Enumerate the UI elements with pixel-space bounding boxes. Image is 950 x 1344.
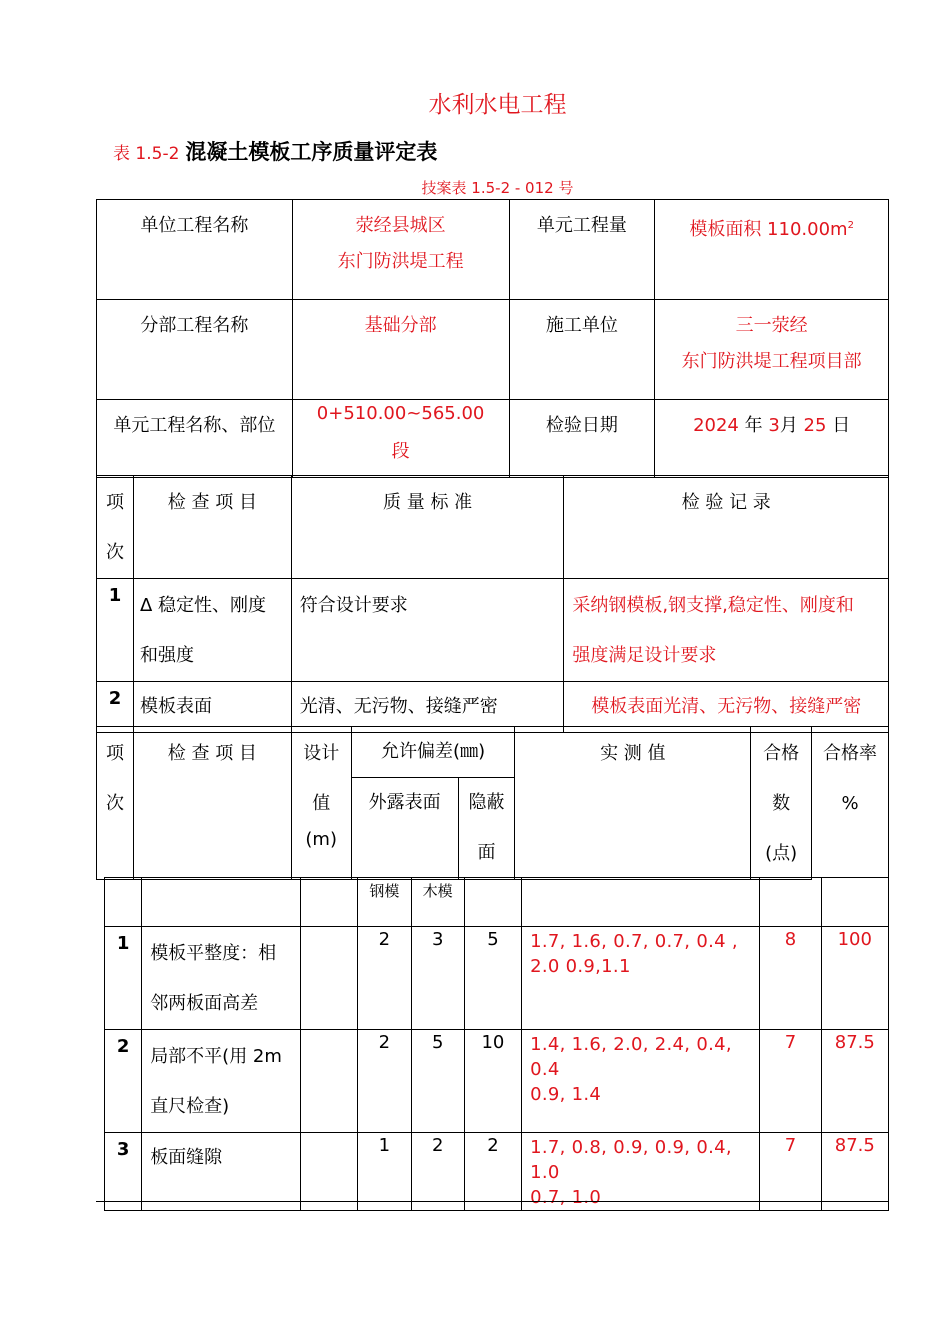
gen-row-3-steel: 1 — [358, 1133, 411, 1211]
main-row-1-record-1: 采纳钢模板,钢支撑,稳定性、刚度和 — [572, 595, 854, 616]
table-row — [97, 579, 889, 682]
main-row-1-standard: 符合设计要求 — [291, 579, 564, 682]
gen-sub-rate — [821, 878, 888, 927]
gen-header-rate-2: % — [841, 793, 859, 814]
main-row-2-no: 2 — [97, 682, 134, 733]
unit-project-label: 单位工程名称 — [97, 200, 293, 300]
date-month: 3 — [768, 415, 780, 436]
main-row-2-standard: 光清、无污物、接缝严密 — [291, 682, 564, 733]
gen-row-2-measured — [522, 1030, 760, 1133]
main-row-1-item-2: 和强度 — [139, 645, 194, 666]
gen-sub-hidden — [464, 878, 521, 927]
division-value: 基础分部 — [292, 300, 509, 400]
gen-row-2-design — [300, 1030, 357, 1133]
contractor-value-1: 三一荥经 — [735, 315, 808, 336]
gen-row-3-item: 板面缝隙 — [142, 1133, 301, 1211]
main-header-no-2: 次 — [105, 542, 124, 563]
table-row — [97, 682, 889, 733]
contractor-value — [655, 300, 889, 400]
main-header-no — [97, 476, 134, 579]
gen-row-2-count: 7 — [760, 1030, 821, 1133]
element-value-1: 0+510.00~565.00 — [316, 403, 485, 424]
gen-row-2-measured-2: 0.4 — [530, 1059, 560, 1080]
gen-sub-wood: 木模 — [411, 878, 464, 927]
gen-header-rate-1: 合格率 — [823, 743, 878, 764]
gen-sub-no — [105, 878, 142, 927]
gen-header-item: 检 查 项 目 — [133, 727, 291, 880]
gen-header-no-1: 项 — [105, 743, 124, 764]
gen-row-2-hidden: 10 — [464, 1030, 521, 1133]
gen-row-1-item-2: 邻两板面高差 — [150, 993, 259, 1014]
gen-header-design-1: 设计 — [303, 743, 340, 764]
gen-row-1-measured-2: 2.0 0.9,1.1 — [530, 956, 631, 977]
gen-row-3-hidden: 2 — [464, 1133, 521, 1211]
gen-row-2-no: 2 — [105, 1030, 142, 1133]
gen-row-3-rate: 87.5 — [821, 1133, 888, 1211]
gen-row-3-no: 3 — [105, 1133, 142, 1211]
table-row — [105, 1030, 889, 1133]
gen-row-3-design — [300, 1133, 357, 1211]
table-title: 混凝土模板工序质量评定表 — [185, 140, 438, 164]
gen-header-hidden-2: 面 — [477, 842, 496, 864]
gen-header-design — [291, 727, 351, 880]
gen-row-2-rate: 87.5 — [821, 1030, 888, 1133]
element-label: 单元工程名称、部位 — [97, 400, 293, 478]
gen-row-3-wood: 2 — [411, 1133, 464, 1211]
unit-project-value-1: 荥经县城区 — [355, 215, 446, 236]
gen-row-2-measured-1: 1.4, 1.6, 2.0, 2.4, 0.4, — [530, 1034, 732, 1055]
date-month-unit: 月 — [779, 415, 798, 436]
table-row — [105, 927, 889, 1030]
gen-header-count-2: 数 — [772, 793, 791, 814]
date-year: 2024 — [693, 415, 739, 436]
gen-row-2-measured-3: 0.9, 1.4 — [530, 1084, 602, 1105]
gen-row-1-no: 1 — [105, 927, 142, 1030]
gen-header-count-3: (点) — [765, 843, 798, 864]
bottom-rule — [96, 1201, 889, 1202]
gen-header-no-2: 次 — [105, 793, 124, 814]
gen-row-1-item — [142, 927, 301, 1030]
info-table — [96, 199, 889, 478]
unit-project-value-2: 东门防洪堤工程 — [337, 251, 464, 272]
unit-quantity-text: 模板面积 110.00m — [689, 219, 848, 240]
gen-sub-count — [760, 878, 821, 927]
gen-sub-measured — [522, 878, 760, 927]
element-value — [292, 400, 509, 478]
date-value — [655, 400, 889, 478]
gen-row-2-item — [142, 1030, 301, 1133]
gen-row-1-measured-1: 1.7, 1.6, 0.7, 0.7, 0.4 , — [530, 931, 738, 952]
main-row-1-item — [133, 579, 291, 682]
gen-header-hidden — [458, 778, 515, 880]
division-label: 分部工程名称 — [97, 300, 293, 400]
gen-row-1-steel: 2 — [358, 927, 411, 1030]
org-title: 水利水电工程 — [428, 92, 567, 118]
gen-row-1-measured — [522, 927, 760, 1030]
gen-header-design-3: (m) — [305, 829, 337, 850]
gen-row-1-rate: 100 — [821, 927, 888, 1030]
gen-row-1-wood: 3 — [411, 927, 464, 1030]
gen-header-hidden-1: 隐蔽 — [468, 792, 505, 814]
gen-row-3-count: 7 — [760, 1133, 821, 1211]
gen-row-1-item-1: 模板平整度：相 — [150, 943, 277, 964]
gen-header-no — [97, 727, 134, 880]
main-row-2-record: 模板表面光清、无污物、接缝严密 — [564, 682, 889, 733]
element-value-2: 段 — [391, 441, 410, 462]
gen-row-3-measured-3: 0.7, 1.0 — [530, 1187, 602, 1208]
form-code: 技案表 1.5-2 - 012 号 — [421, 179, 574, 197]
gen-row-2-wood: 5 — [411, 1030, 464, 1133]
gen-row-2-steel: 2 — [358, 1030, 411, 1133]
gen-header-exposed: 外露表面 — [351, 778, 458, 880]
main-header-no-1: 项 — [105, 492, 124, 513]
gen-header-count — [751, 727, 812, 880]
general-items-table — [104, 877, 889, 1211]
contractor-value-2: 东门防洪堤工程项目部 — [681, 351, 862, 372]
main-row-1-record-2: 强度满足设计要求 — [572, 645, 717, 666]
date-day: 25 — [803, 415, 827, 436]
gen-row-1-design — [300, 927, 357, 1030]
unit-quantity-value — [655, 200, 889, 300]
date-day-unit: 日 — [832, 415, 851, 436]
gen-row-3-measured-2: 1.0 — [530, 1162, 560, 1183]
table-row — [105, 1133, 889, 1211]
general-header-table — [96, 726, 889, 880]
gen-header-tolerance: 允许偏差(㎜) — [351, 727, 515, 778]
form-title — [113, 136, 437, 166]
gen-row-2-item-2: 直尺检查) — [150, 1096, 230, 1117]
gen-row-2-item-1: 局部不平(用 2m — [150, 1046, 282, 1067]
unit-quantity-sup: 2 — [847, 220, 854, 231]
table-number: 表 1.5-2 — [113, 144, 180, 164]
main-row-2-item: 模板表面 — [133, 682, 291, 733]
gen-row-3-measured-1: 1.7, 0.8, 0.9, 0.9, 0.4, — [530, 1137, 732, 1158]
gen-header-measured: 实 测 值 — [515, 727, 751, 880]
gen-row-1-count: 8 — [760, 927, 821, 1030]
main-header-item: 检 查 项 目 — [133, 476, 291, 579]
date-year-unit: 年 — [744, 415, 763, 436]
gen-header-count-1: 合格 — [763, 743, 800, 764]
gen-sub-item — [142, 878, 301, 927]
unit-quantity-label: 单元工程量 — [509, 200, 655, 300]
gen-row-1-hidden: 5 — [464, 927, 521, 1030]
gen-header-rate — [812, 727, 889, 880]
gen-sub-design — [300, 878, 357, 927]
main-row-1-item-1: Δ 稳定性、刚度 — [139, 595, 267, 616]
gen-row-3-measured — [522, 1133, 760, 1211]
main-row-1-record — [564, 579, 889, 682]
main-row-1-no: 1 — [97, 579, 134, 682]
main-header-record: 检 验 记 录 — [564, 476, 889, 579]
contractor-label: 施工单位 — [509, 300, 655, 400]
gen-header-design-2: 值 — [312, 793, 331, 814]
gen-sub-steel: 钢模 — [358, 878, 411, 927]
unit-project-value — [292, 200, 509, 300]
main-items-table — [96, 475, 889, 733]
main-header-standard: 质 量 标 准 — [291, 476, 564, 579]
date-label: 检验日期 — [509, 400, 655, 478]
